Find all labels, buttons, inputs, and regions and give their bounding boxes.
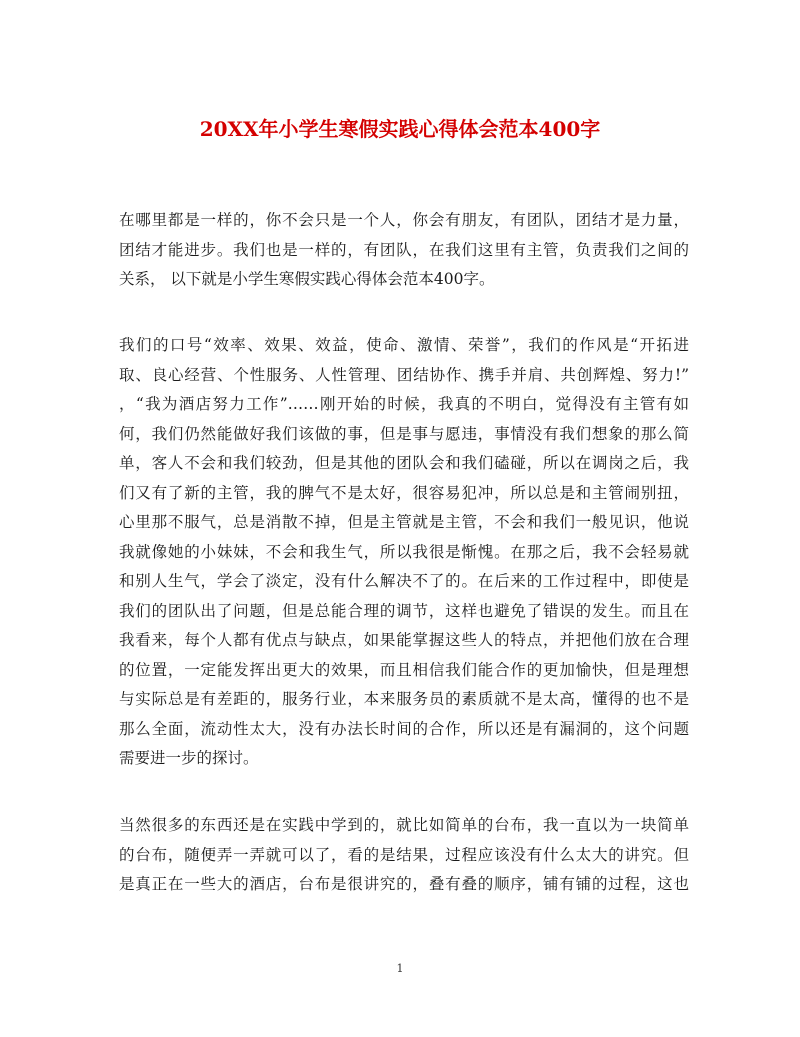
text-line: 和别人生气，学会了淡定，没有什么解决不了的。在后来的工作过程中，即使是 [119,572,689,590]
paragraph-2 [119,331,689,774]
paragraph-3 [119,811,689,900]
text-line: 们又有了新的主管，我的脾气不是太好，很容易犯冲，所以总是和主管闹别扭， [119,483,689,502]
text-line: ，“我为酒店努力工作”……刚开始的时候，我真的不明白，觉得没有主管有如 [119,395,689,413]
paragraph-1 [119,206,689,295]
text-line: 我们的团队出了问题，但是总能合理的调节，这样也避免了错误的发生。而且在 [119,601,689,620]
text-line: 我就像她的小妹妹，不会和我生气，所以我很是惭愧。在那之后，我不会轻易就 [119,542,689,561]
text-line: 心里那不服气，总是消散不掉，但是主管就是主管，不会和我们一般见识，他说 [119,513,689,531]
text-line: 我看来，每个人都有优点与缺点，如果能掌握这些人的特点，并把他们放在合理 [119,631,689,649]
text-line: 在哪里都是一样的，你不会只是一个人，你会有朋友，有团队，团结才是力量， [119,211,689,229]
text-line: 是真正在一些大的酒店，台布是很讲究的，叠有叠的顺序，铺有铺的过程，这也 [119,875,689,893]
text-line: 当然很多的东西还是在实践中学到的，就比如简单的台布，我一直以为一块简单 [119,816,689,834]
text-line: 的台布，随便弄一弄就可以了，看的是结果，过程应该没有什么太大的讲究。但 [119,845,689,864]
text-line: 何，我们仍然能做好我们该做的事，但是事与愿违，事情没有我们想象的那么简 [119,424,689,443]
text-line: 取、良心经营、个性服务、人性管理、团结协作、携手并肩、共创辉煌、努力!” [119,365,689,384]
text-line: 我们的口号“效率、效果、效益，使命、激情、荣誉”，我们的作风是“开拓进 [119,336,689,354]
text-line: 那么全面，流动性太大，没有办法长时间的合作，所以还是有漏洞的，这个问题 [119,719,689,738]
document-title: 20XX年小学生寒假实践心得体会范本400字 [199,117,601,141]
text-line: 与实际总是有差距的，服务行业，本来服务员的素质就不是太高，懂得的也不是 [119,690,689,708]
text-line: 需要进一步的探讨。 [119,749,259,767]
text-line: 的位置，一定能发挥出更大的效果，而且相信我们能合作的更加愉快，但是理想 [119,660,689,679]
page-number: 1 [396,962,404,975]
text-line: 单，客人不会和我们较劲，但是其他的团队会和我们磕碰，所以在调岗之后，我 [119,454,689,472]
text-line: 团结才能进步。我们也是一样的，有团队，在我们这里有主管，负责我们之间的 [119,240,689,259]
text-line: 关系， 以下就是小学生寒假实践心得体会范本400字。 [119,270,495,288]
